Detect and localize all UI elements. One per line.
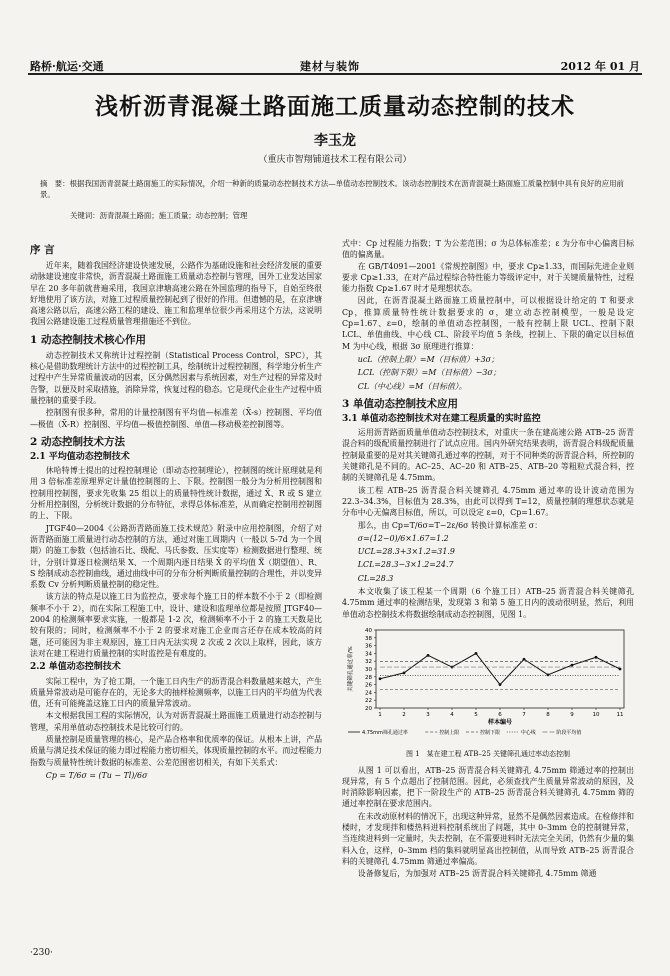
- control-chart: [342, 624, 634, 742]
- keywords: 关键词：沥青混凝土路面；施工质量；动态控制；管理: [70, 211, 248, 220]
- left-column: [30, 238, 322, 783]
- figure-1: [342, 624, 634, 745]
- paragraph: 该方法的特点是以施工日为监控点，要求每个施工日的样本数不小于 2（即检测频率不小于 2），而在实际工程施工中，设计、建设和监理单位都是按照 JTGF40—2004 的检测频率要求实施，一般都是 1-2 次，检测频率不小于 2 的施工天数是比较有限的；同时，检测频率不小于 2 的要求对施工企业而言还存在成本较高的问题，还可能因为非主观原因，施工日内无法实现 2 次或 2 次以上取样，因此，该方法对在建工程进行质量控制的实时监控是有难度的。: [30, 592, 322, 658]
- x-tick-label: 4: [450, 711, 454, 718]
- y-tick-label: 28: [365, 674, 372, 681]
- data-point: [427, 654, 430, 657]
- equation-ucl: ucL（控制上限）=M（目标值）+3σ；: [357, 354, 499, 364]
- header-rule: [28, 73, 642, 75]
- section-heading-2: 2 动态控制技术方法: [30, 435, 125, 448]
- calc-sigma: σ=(12−0)/6×1.67=1.2: [357, 533, 449, 543]
- data-point: [595, 656, 598, 659]
- section-heading-1: 1 动态控制技术核心作用: [30, 333, 146, 346]
- y-tick-label: 36: [365, 643, 372, 650]
- x-tick-label: 10: [592, 711, 600, 718]
- subsection-heading-2-2: 2.2 单值动态控制技术: [30, 662, 121, 673]
- y-tick-label: 22: [365, 698, 372, 705]
- data-point: [475, 652, 478, 655]
- y-tick-label: 24: [365, 690, 372, 697]
- subsection-heading-2-1: 2.1 平均值动态控制技术: [30, 451, 130, 462]
- calc-cl: CL=28.3: [357, 573, 394, 583]
- paragraph: 在 GB/T4091—2001《常规控制图》中，要求 Cp≥1.33，而国际先进企业则要求 Cp≥1.33，在对产品过程综合特性能力等级评定中，对于关键质量特性，过程能力指数 Cp≥1.67 时才是理想状态。: [342, 261, 634, 294]
- paragraph: 那么，由 Cp=T/6σ=T−2ε/6σ 转换计算标准差 σ：: [357, 520, 543, 530]
- legend-entry: 控制上限: [439, 729, 460, 736]
- x-tick-label: 1: [378, 711, 382, 718]
- header-journal-section: 路桥·航运·交通: [30, 60, 104, 73]
- paragraph: 从图 1 可以看出，ATB–25 沥青混合料关键筛孔 4.75mm 筛通过率的控制出现异常，有 5 个点超出了控制范围。因此，必须查找产生质量异常波动的原因，及时消除影响因素，把下一阶段生产的 ATB–25 沥青混合料关键筛孔 4.75mm 筛的通过率控制在要求范围内。: [342, 765, 634, 809]
- legend-entry: 4.75mm筛孔通过率: [362, 729, 408, 736]
- plot-frame: [376, 630, 624, 708]
- page-header: [0, 0, 670, 88]
- x-tick-label: 5: [474, 711, 478, 718]
- data-point: [403, 671, 406, 674]
- x-tick-label: 9: [570, 711, 574, 718]
- data-point: [619, 668, 622, 671]
- section-heading-3: 3 单值动态控制技术应用: [342, 397, 458, 410]
- paper-author: 李玉龙: [314, 133, 356, 149]
- header-issue-date: 2012 年 01 月: [560, 60, 640, 73]
- y-tick-label: 38: [365, 635, 372, 642]
- x-tick-label: 7: [522, 711, 526, 718]
- header-journal-name: 建材与装饰: [300, 60, 360, 73]
- legend-entry: 中心线: [520, 729, 536, 736]
- author-affiliation: （重庆市智翔铺道技术工程有限公司）: [258, 155, 412, 165]
- legend-entry: 阶段平均值: [556, 729, 582, 736]
- paragraph: 动态控制技术又称统计过程控制（Statistical Process Control，SPC），其核心是借助数理统计方法中的过程控制工具，绘制统计过程控制图，科学地分析生产过程中产生异常质量波动的因素，区分偶然因素与系统因素，对生产过程的异常及时告警，以便及时采取措施，消除异常，恢复过程的稳态。它是现代企业生产过程中质量控制的重要手段。: [30, 350, 322, 405]
- y-tick-label: 20: [365, 705, 372, 712]
- x-axis-label: 样本编号: [487, 718, 513, 726]
- paragraph: 本文根据我国工程的实际情况，认为对沥青混凝土路面施工质量进行动态控制与管理，采用单值动态控制技术是比较可行的。: [30, 711, 322, 732]
- section-heading-intro: 序 言: [30, 244, 55, 256]
- y-tick-label: 40: [365, 627, 372, 634]
- series-line: [380, 653, 620, 684]
- y-tick-label: 26: [365, 682, 372, 689]
- x-tick-label: 11: [616, 711, 624, 718]
- paragraph: 休哈特博士提出的过程控制理论（即动态控制理论），控制图的统计原理就是利用 3 倍标准差原理界定计量值控制图的上、下限。控制图一般分为分析用控制图和控制用控制图，要求先收集 25 组以上的质量特性统计数据，通过 X̄、R 或 S 建立分析用控制图，分析统计数据的分布特征，求得总体标准差，从而确定控制用控制图的上、下限。: [30, 466, 322, 521]
- paragraph: 质量控制是质量管理的核心，是产品合格率和优质率的保证。从根本上讲，产品质量与满足技术保证的能力即过程能力密切相关，体现质量控制的水平。而过程能力指数与质量特性统计数据的标准差、公差范围密切相关，有如下关系式：: [30, 734, 322, 767]
- data-point: [571, 664, 574, 667]
- calc-ucl: UCL=28.3+3×1.2=31.9: [357, 547, 455, 557]
- subsection-heading-3-1: 3.1 单值动态控制技术对在建工程质量的实时监控: [342, 413, 541, 424]
- paragraph: 在未改动原材料的情况下，出现这种异常，显然不是偶然因素造成。在检修拌和楼时，才发现拌和楼热料进料控制系统出了问题，其中 0–3mm 仓的控制键异常，当连续进料到一定量时，失去控制，在不需要进料时无法完全关闭，仍然有少量的集料入仓，这样，0–3mm 档的集料就明显高出控制值，从而导致 ATB–25 沥青混合料的关键筛孔 4.75mm 筛通过率偏高。: [342, 811, 634, 866]
- data-point: [379, 677, 382, 680]
- equation-cp: Cp = T/6σ = (Tu − Tl)/6σ: [45, 770, 148, 780]
- paragraph: 因此，在沥青混凝土路面施工质量控制中，可以根据设计给定的 T 和要求 Cp，推算质量特性统计数据要求的 σ，建立动态控制模型，一般是设定 Cp=1.67、ε=0，绘制的单值动态控制图，一般有控制上限 UCL、控制下限 LCL、单值曲线、中心线 CL、阶段平均值 5 条线，控制上、下限的确定以目标值 M 为中心线，根据 3σ 原理进行推算：: [342, 296, 634, 351]
- paragraph: 控制图有很多种，常用的计量控制图有平均值—标准差（X̄-s）控制图、平均值—极值（X̄-R）控制图、平均值—极值控制图、单值—移动极差控制图等。: [30, 408, 322, 429]
- x-tick-label: 8: [546, 711, 550, 718]
- x-tick-label: 2: [402, 711, 406, 718]
- equation-lcl: LCL（控制下限）=M（目标值）−3σ；: [357, 368, 501, 378]
- legend-entry: 控制下限: [480, 729, 501, 736]
- page-number: ·230·: [30, 948, 53, 958]
- y-tick-label: 30: [365, 666, 372, 673]
- data-point: [523, 658, 526, 661]
- right-column: [342, 238, 634, 880]
- y-tick-label: 32: [365, 659, 372, 666]
- equation-cl: CL（中心线）=M（目标值）。: [357, 381, 467, 391]
- y-tick-label: 34: [365, 651, 372, 658]
- data-point: [499, 683, 502, 686]
- abstract: 摘 要：根据我国沥青混凝土路面施工的实际情况，介绍一种新的质量动态控制技术方法—单值动态控制技术。该动态控制技术在沥青混凝土路面施工质量控制中具有良好的应用前景。: [40, 179, 624, 199]
- y-axis-label: 关键筛孔通过率/%: [348, 646, 354, 692]
- paragraph: 式中：Cp 过程能力指数；T 为公差范围；σ 为总体标准差；ε 为分布中心偏离目标值的偏离量。: [342, 239, 634, 260]
- figure-caption: 图 1 某在建工程 ATB–25 关键筛孔通过率动态控制: [405, 750, 571, 759]
- x-tick-label: 3: [426, 711, 430, 718]
- paragraph: 该工程 ATB–25 沥青混合料关键筛孔 4.75mm 通过率的设计波动范围为 22.3–34.3%，目标值为 28.3%，由此可以得到 T=12，质量控制的理想状态就是分布中心无偏离目标值，所以，可以设定 ε=0，Cp=1.67。: [342, 485, 634, 518]
- paragraph: 实际工程中，为了抢工期，一个施工日内生产的沥青混合料数量越来越大，产生质量异常波动是可能存在的，无论多大的抽样检测频率，以施工日内的平均值为代表值，还有可能掩盖这施工日内的质量异常波动。: [30, 676, 322, 709]
- paper-title: 浅析沥青混凝土路面施工质量动态控制的技术: [95, 93, 575, 120]
- calc-lcl: LCL=28.3−3×1.2=24.7: [357, 560, 454, 570]
- x-tick-label: 6: [498, 711, 502, 718]
- paragraph: 本文收集了该工程某一个周期（6 个施工日）ATB–25 沥青混合料关键筛孔 4.75mm 通过率的检测结果，发现第 3 和第 5 施工日内的波动很明显，然后，利用单值动态控制技术将数据绘制成动态控制图，见图 1。: [342, 587, 634, 619]
- paragraph: 近年来，随着我国经济建设快速发展，公路作为基础设施和社会经济发展的重要动脉建设速度非常快，沥青混凝土路面施工质量动态控制与管理，国外工业发达国家早在 20 多年前就普遍采用，我国京津塘高速公路在外国监理的指导下，自始至终很好地使用了该方法，对施工过程质量控制起到了很好的作用。但遗憾的是，在京津塘高速公路以后，高速公路工程的建设、施工和监理单位很少再采用这个方法，这说明我国公路建设施工过程质量管理措施还不到位。: [30, 261, 322, 327]
- paragraph: 设备修复后，为加强对 ATB–25 沥青混合料关键筛孔 4.75mm 筛通: [357, 869, 597, 879]
- paragraph: JTGF40—2004《公路沥青路面施工技术规范》附录中应用控制图，介绍了对沥青路面施工质量进行动态控制的方法，通过对施工周期内（一般以 5-7d 为一个周期）的施工参数（包括油石比、级配、马氏参数、压实度等）检测数据进行整理、统计，分别计算逐日检测结果 X、一个周期内逐日结果 X̄ 的平均值 X̿（期望值）、R、S 绘制成动态控制曲线，通过曲线中可的分布分析判断质量控制的合理性，并以变异系数 Cv 分析判断质量控制的稳定性。: [30, 523, 322, 590]
- paragraph: 运用沥青路面质量单值动态控制技术，对重庆一条在建高速公路 ATB–25 沥青混合料的级配质量控制进行了试点应用。国内外研究结果表明，沥青混合料级配质量控制最重要的是对其关键筛孔通过率的控制，对于不同种类的沥青混合料，所控制的关键筛孔是不同的。AC–25、AC–20 和 ATB–25、ATB–20 等粗粒式混合料，控制的关键筛孔是 4.75mm。: [342, 428, 634, 483]
